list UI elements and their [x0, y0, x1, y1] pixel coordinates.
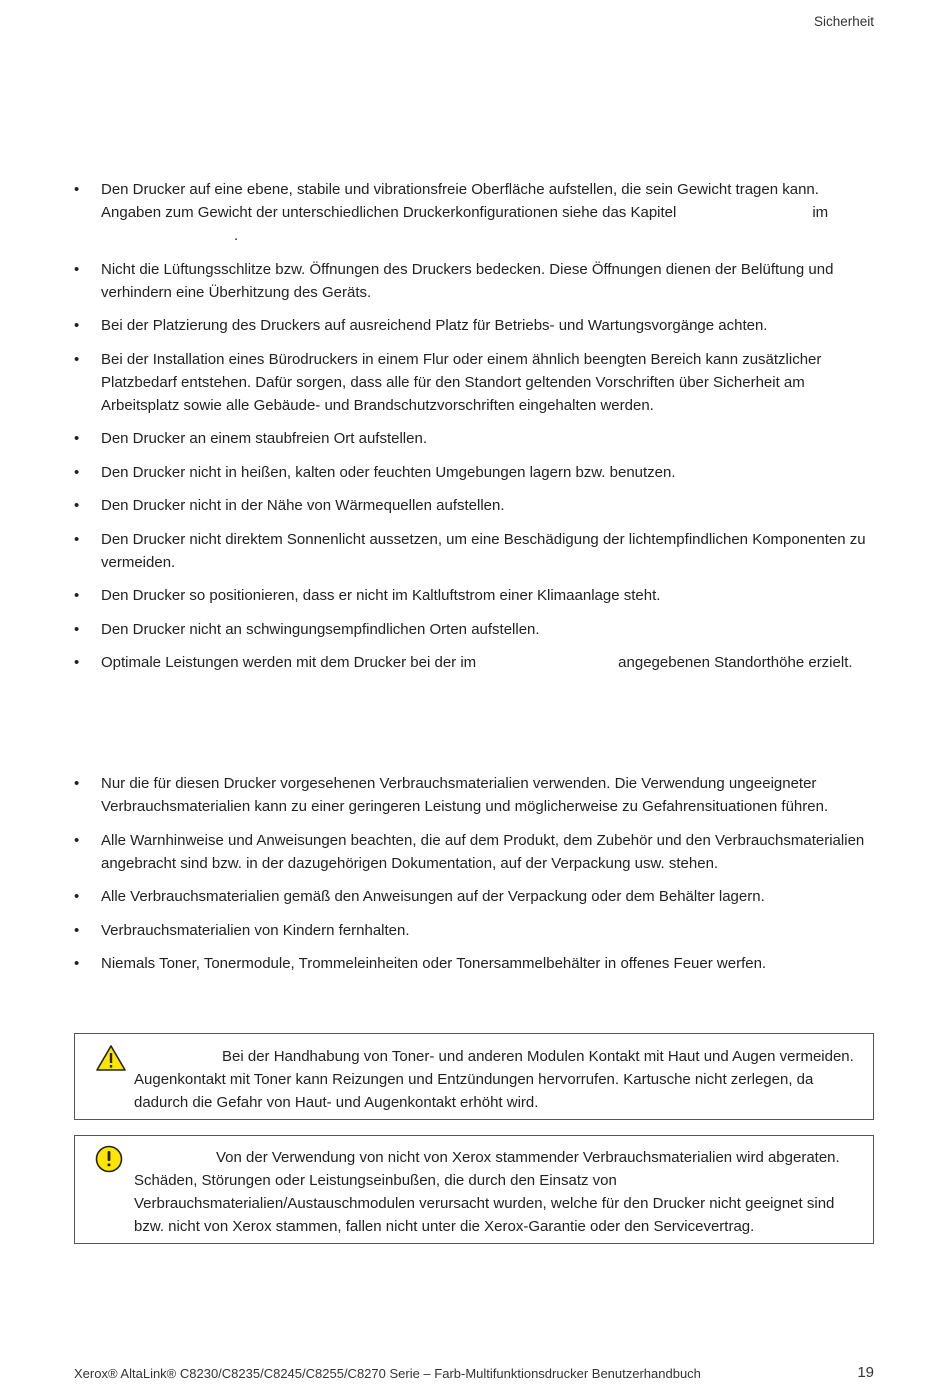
list-item — [74, 618, 876, 641]
list-item-text: angegebenen Standorthöhe erzielt. — [618, 654, 853, 671]
list-item — [74, 651, 876, 674]
list-item-text: Den Drucker an einem staubfreien Ort aufstellen. — [101, 430, 427, 447]
list-item — [74, 314, 876, 337]
list-item — [74, 427, 876, 450]
list-item-text: . — [234, 227, 239, 244]
list-item-text: Den Drucker nicht in heißen, kalten oder feuchten Umgebungen lagern bzw. benutzen. — [101, 463, 676, 481]
list-item-text: Den Drucker nicht an schwingungsempfindlichen Orten aufstellen. — [101, 620, 540, 638]
list-item-text: Den Drucker nicht in der Nähe von Wärmequellen aufstellen. — [101, 497, 505, 514]
list-item — [74, 461, 876, 484]
list-item-text: Bei der Platzierung des Druckers auf ausreichend Platz für Betriebs- und Wartungsvorgänge achten. — [101, 317, 768, 334]
list-item — [74, 258, 876, 304]
list-item-text: Bei der Installation eines Bürodruckers in einem Flur oder einem ähnlich beengten Bereich kann zusätzlicher Platzbedarf entstehen. Dafür sorgen, dass alle für den Standort geltenden Vorschriften über Sicherheit am Arbeitsplatz sowie alle Gebäude- und Brandschutzvorschriften eingehalten werden. — [101, 350, 822, 414]
list-item-text: Nur die für diesen Drucker vorgesehenen Verbrauchsmaterialien verwenden. Die Verwendung ungeeigneter Verbrauchsmaterialien kann zu einer geringeren Leistung und möglicherweise zu Gefahrensituationen führen. — [101, 775, 829, 815]
page-header-section: Sicherheit — [813, 14, 874, 29]
list-item-text: Nicht die Lüftungsschlitze bzw. Öffnungen des Druckers bedecken. Diese Öffnungen dienen der Belüftung und verhindern eine Überhitzung des Geräts. — [101, 260, 834, 301]
list-item-text: Den Drucker so positionieren, dass er nicht im Kaltluftstrom einer Klimaanlage steht. — [101, 587, 661, 604]
supplies-bullet-list — [74, 772, 876, 986]
location-bullet-list — [74, 178, 876, 685]
list-item — [74, 952, 876, 975]
list-item-text: Optimale Leistungen werden mit dem Drucker bei der im — [101, 654, 477, 671]
list-item-text: Den Drucker nicht direktem Sonnenlicht aussetzen, um eine Beschädigung der lichtempfindlichen Komponenten zu vermeiden. — [101, 530, 866, 571]
page-number: 19 — [857, 1364, 874, 1381]
list-item-text: im — [812, 204, 829, 221]
list-item — [74, 494, 876, 517]
warning-triangle-icon — [95, 1044, 127, 1079]
list-item-text: Den Drucker auf eine ebene, stabile und vibrationsfreie Oberfläche aufstellen, die sein Gewicht tragen kann. Angaben zum Gewicht der unterschiedlichen Druckerkonfigurationen siehe das Kapitel — [101, 181, 819, 221]
list-item-text: Niemals Toner, Tonermodule, Trommeleinheiten oder Tonersammelbehälter in offenes Feuer werfen. — [101, 955, 767, 972]
list-item — [74, 528, 876, 574]
list-item — [74, 348, 876, 417]
warning-notice — [74, 1033, 874, 1120]
footer-title: Xerox® AltaLink® C8230/C8235/C8245/C8255/C8270 Serie – Farb-Multifunktionsdrucker Benutzerhandbuch — [74, 1366, 701, 1381]
list-item — [74, 885, 876, 908]
list-item — [74, 178, 876, 247]
caution-notice — [74, 1135, 874, 1244]
caution-circle-icon — [95, 1145, 123, 1180]
warning-text: Bei der Handhabung von Toner- und anderen Modulen Kontakt mit Haut und Augen vermeiden. Augenkontakt mit Toner kann Reizungen und Entzündungen hervorrufen. Kartusche nicht zerlegen, da dadurch die Gefahr von Haut- und Augenkontakt erhöht wird. — [134, 1048, 854, 1111]
list-item-text: Alle Warnhinweise und Anweisungen beachten, die auf dem Produkt, dem Zubehör und den Verbrauchsmaterialien angebracht sind bzw. in der dazugehörigen Dokumentation, auf der Verpackung usw. stehen. — [101, 831, 865, 872]
list-item — [74, 584, 876, 607]
list-item-text: Alle Verbrauchsmaterialien gemäß den Anweisungen auf der Verpackung oder dem Behälter lagern. — [101, 888, 765, 905]
list-item — [74, 829, 876, 875]
list-item-text: Verbrauchsmaterialien von Kindern fernhalten. — [101, 921, 410, 939]
caution-text: Von der Verwendung von nicht von Xerox stammender Verbrauchsmaterialien wird abgeraten. Schäden, Störungen oder Leistungseinbußen, die durch den Einsatz von Verbrauchsmaterialien/Austauschmodulen verursacht wurden, welche für den Drucker nicht geeignet sind bzw. nicht von Xerox stammen, fallen nicht unter die Xerox-Garantie oder den Servicevertrag. — [134, 1149, 840, 1235]
list-item — [74, 919, 876, 942]
list-item — [74, 772, 876, 818]
